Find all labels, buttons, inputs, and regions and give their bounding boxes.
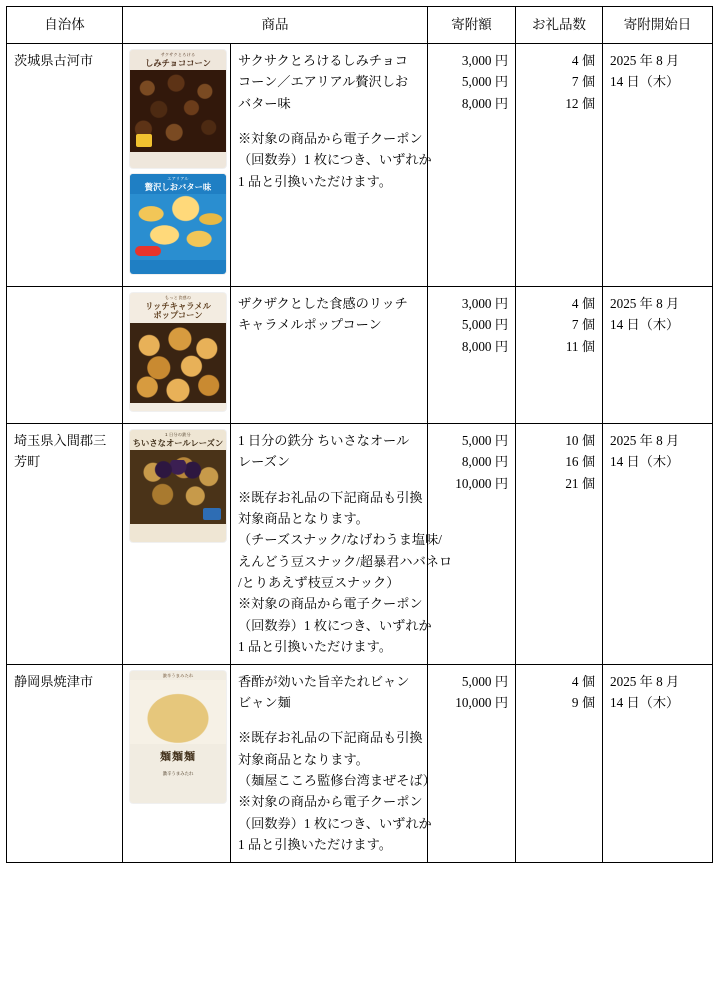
note-line: （麺屋こころ監修台湾まぜそば）	[238, 773, 436, 789]
cell-donation-amount	[428, 664, 516, 862]
count-value: 7 個	[571, 74, 595, 90]
amount-value: 10,000 円	[455, 475, 508, 491]
cell-product-image	[123, 286, 231, 423]
cell-product-image	[123, 43, 231, 286]
start-date-line: 2025 年 8 月	[610, 673, 680, 689]
package-tagline: エアリアル	[167, 175, 189, 181]
amount-value: 3,000 円	[461, 52, 508, 68]
product-name: 香酢が効いた旨辛たれビャンビャン麺	[238, 673, 410, 710]
table-header-row	[7, 7, 713, 44]
product-name: ザクザクとした食感のリッチキャラメルポップコーン	[238, 295, 408, 333]
package-photo-area	[130, 70, 226, 152]
column-header-item-count: お礼品数	[516, 7, 603, 44]
package-tagline: もっと食感の	[164, 294, 192, 300]
package-product-name: しみチョココーン	[145, 57, 211, 68]
package-label	[130, 50, 226, 70]
count-value: 16 個	[565, 454, 595, 470]
count-value: 9 個	[571, 694, 595, 710]
cell-municipality	[7, 664, 123, 862]
amount-value: 8,000 円	[461, 338, 508, 354]
note-line: （回数券）1 枚につき、いずれか	[238, 617, 432, 633]
cell-product-description	[231, 43, 432, 286]
note-line: （チーズスナック/なげわうま塩味/	[238, 532, 442, 548]
package-photo-area	[130, 450, 226, 524]
start-date-line: 2025 年 8 月	[610, 295, 680, 311]
amount-value: 5,000 円	[461, 432, 508, 448]
cell-start-date	[603, 43, 713, 286]
product-note	[238, 128, 432, 192]
package-bottom-label	[130, 744, 226, 790]
cell-municipality	[7, 423, 123, 664]
product-note	[238, 487, 453, 658]
count-value: 7 個	[571, 317, 595, 333]
package-product-name: 贅沢しおバター味	[144, 181, 212, 192]
cell-donation-amount	[428, 43, 516, 286]
start-date-line: 14 日（木）	[610, 694, 680, 710]
cell-product-description	[231, 664, 436, 862]
cell-product-description	[231, 423, 453, 664]
cell-item-count	[516, 664, 603, 862]
municipality-name: 埼玉県入間郡三芳町	[14, 432, 107, 470]
cell-item-count	[516, 423, 603, 664]
column-header-municipality: 自治体	[7, 7, 123, 44]
product-name: サクサクとろけるしみチョココーン／エアリアル贅沢しおバター味	[238, 52, 409, 111]
package-tagline: 1 日分の鉄分	[165, 431, 191, 437]
amount-value: 5,000 円	[461, 317, 508, 333]
count-value: 12 個	[565, 95, 595, 111]
cell-product-description	[231, 286, 428, 423]
note-line: 1 品と引換いただけます。	[238, 837, 392, 853]
table-row	[7, 664, 713, 862]
municipality-name: 茨城県古河市	[14, 52, 94, 68]
cell-donation-amount	[428, 286, 516, 423]
package-product-name: リッチキャラメル	[145, 300, 211, 311]
count-value: 21 個	[565, 475, 595, 491]
table-row	[7, 423, 713, 664]
amount-value: 10,000 円	[455, 694, 508, 710]
municipality-name: 静岡県焼津市	[14, 673, 94, 689]
grapes-icon	[152, 460, 204, 484]
product-note	[238, 727, 436, 855]
cell-municipality	[7, 286, 123, 423]
count-value: 4 個	[571, 295, 595, 311]
note-line: ※既存お礼品の下記商品も引換	[238, 489, 423, 505]
cell-start-date	[603, 423, 713, 664]
package-photo-area	[130, 323, 226, 403]
product-name: 1 日分の鉄分 ちいさなオールレーズン	[238, 432, 410, 470]
amount-value: 3,000 円	[461, 295, 508, 311]
note-line: 1 品と引換いただけます。	[238, 639, 392, 655]
all-raisin-package-image	[130, 430, 226, 542]
package-product-name: 麺麺麺	[160, 751, 196, 764]
count-value: 10 個	[565, 432, 595, 448]
amount-value: 8,000 円	[461, 454, 508, 470]
note-line: ※対象の商品から電子クーポン	[238, 794, 423, 810]
cell-product-image	[123, 423, 231, 664]
amount-value: 5,000 円	[461, 74, 508, 90]
note-line: 1 品と引換いただけます。	[238, 173, 392, 189]
package-product-name-2: ポップコーン	[153, 310, 203, 321]
note-line: /とりあえず枝豆スナック）	[238, 575, 400, 591]
start-date-line: 2025 年 8 月	[610, 52, 680, 68]
column-header-product: 商品	[123, 7, 428, 44]
note-line: 対象商品となります。	[238, 751, 369, 767]
cell-start-date	[603, 286, 713, 423]
rich-caramel-popcorn-package-image	[130, 293, 226, 411]
table-body	[7, 43, 713, 862]
aerial-shio-butter-package-image	[130, 174, 226, 274]
start-date-line: 14 日（木）	[610, 454, 680, 470]
shimi-choco-corn-package-image	[130, 50, 226, 168]
cell-municipality	[7, 43, 123, 286]
count-value: 4 個	[571, 673, 595, 689]
bibimmen-noodle-package-image	[130, 671, 226, 803]
cell-start-date	[603, 664, 713, 862]
cell-product-image	[123, 664, 231, 862]
package-label	[130, 671, 226, 681]
cell-item-count	[516, 286, 603, 423]
note-line: ※対象の商品から電子クーポン	[238, 596, 423, 612]
note-line: えんどう豆スナック/超暴君ハバネロ	[238, 553, 453, 569]
note-line: ※対象の商品から電子クーポン	[238, 130, 423, 146]
table-row	[7, 286, 713, 423]
start-date-line: 14 日（木）	[610, 74, 680, 90]
table-header	[7, 7, 713, 44]
package-photo-area	[130, 194, 226, 260]
start-date-line: 2025 年 8 月	[610, 432, 680, 448]
package-label	[130, 293, 226, 323]
column-header-donation-amount: 寄附額	[428, 7, 516, 44]
package-tagline: サクサクとろける	[160, 51, 196, 57]
package-label	[130, 430, 226, 450]
amount-value: 5,000 円	[461, 673, 508, 689]
package-product-name: ちいさなオールレーズン	[132, 437, 224, 448]
package-tagline: 激辛うまみたれ	[162, 672, 194, 678]
note-line: （回数券）1 枚につき、いずれか	[238, 152, 432, 168]
package-subtext: 激辛うまみたれ	[162, 771, 194, 777]
note-line: （回数券）1 枚につき、いずれか	[238, 815, 432, 831]
amount-value: 8,000 円	[461, 95, 508, 111]
cell-item-count	[516, 43, 603, 286]
column-header-start-date: 寄附開始日	[603, 7, 713, 44]
note-line: 対象商品となります。	[238, 510, 369, 526]
table-row	[7, 43, 713, 286]
start-date-line: 14 日（木）	[610, 317, 680, 333]
note-line: ※既存お礼品の下記商品も引換	[238, 730, 423, 746]
count-value: 4 個	[571, 52, 595, 68]
package-label	[130, 174, 226, 194]
count-value: 11 個	[565, 338, 595, 354]
reward-items-table	[6, 6, 713, 863]
package-photo-area	[130, 680, 226, 744]
